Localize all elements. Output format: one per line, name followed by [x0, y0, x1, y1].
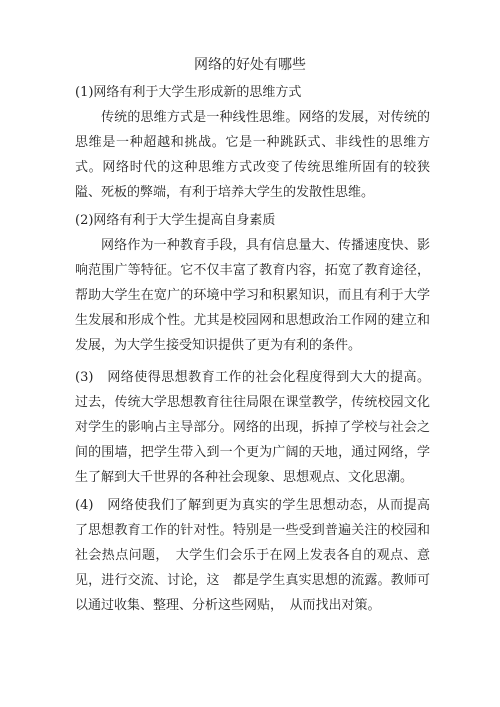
section1-heading: (1)网络有利于大学生形成新的思维方式 — [75, 85, 302, 100]
section1-paragraph: 传统的思维方式是一种线性思维。网络的发展，对传统的思维是一种超越和挑战。它是一种跳跃式、非线性的思维方式。网络时代的这种思维方式改变了传统思维所固有的较狭隘、死板的弊端，有利于培养大学生的发散性思维。 — [75, 110, 430, 200]
section2-heading: (2)网络有利于大学生提高自身素质 — [75, 213, 276, 228]
section3-paragraph: (3) 网络使得思想教育工作的社会化程度得到大大的提高。过去，传统大学思想教育往往局限在课堂教学，传统校园文化对学生的影响占主导部分。网络的出现，拆掉了学校与社会之间的围墙，把学生带入到一个更为广阔的天地，通过网络，学生了解到大千世界的各种社会现象、思想观点、文化思潮。 — [75, 370, 430, 485]
section2-paragraph: 网络作为一种教育手段，具有信息量大、传播速度快、影响范围广等特征。它不仅丰富了教育内容，拓宽了教育途径，帮助大学生在宽广的环境中学习和积累知识，而且有利于大学生发展和形成个性。尤其是校园网和思想政治工作网的建立和发展，为大学生接受知识提供了更为有利的条件。 — [75, 238, 430, 353]
document-title: 网络的好处有哪些 — [194, 57, 306, 73]
section4-paragraph: (4) 网络使我们了解到更为真实的学生思想动态，从而提高了思想教育工作的针对性。特别是一些受到普遍关注的校园和社会热点问题， 大学生们会乐于在网上发表各自的观点、意见，进行交流、讨论，这 都是学生真实思想的流露。教师可以通过收集、整理、分析这些网贴， 从而找出对策。 — [75, 498, 430, 613]
